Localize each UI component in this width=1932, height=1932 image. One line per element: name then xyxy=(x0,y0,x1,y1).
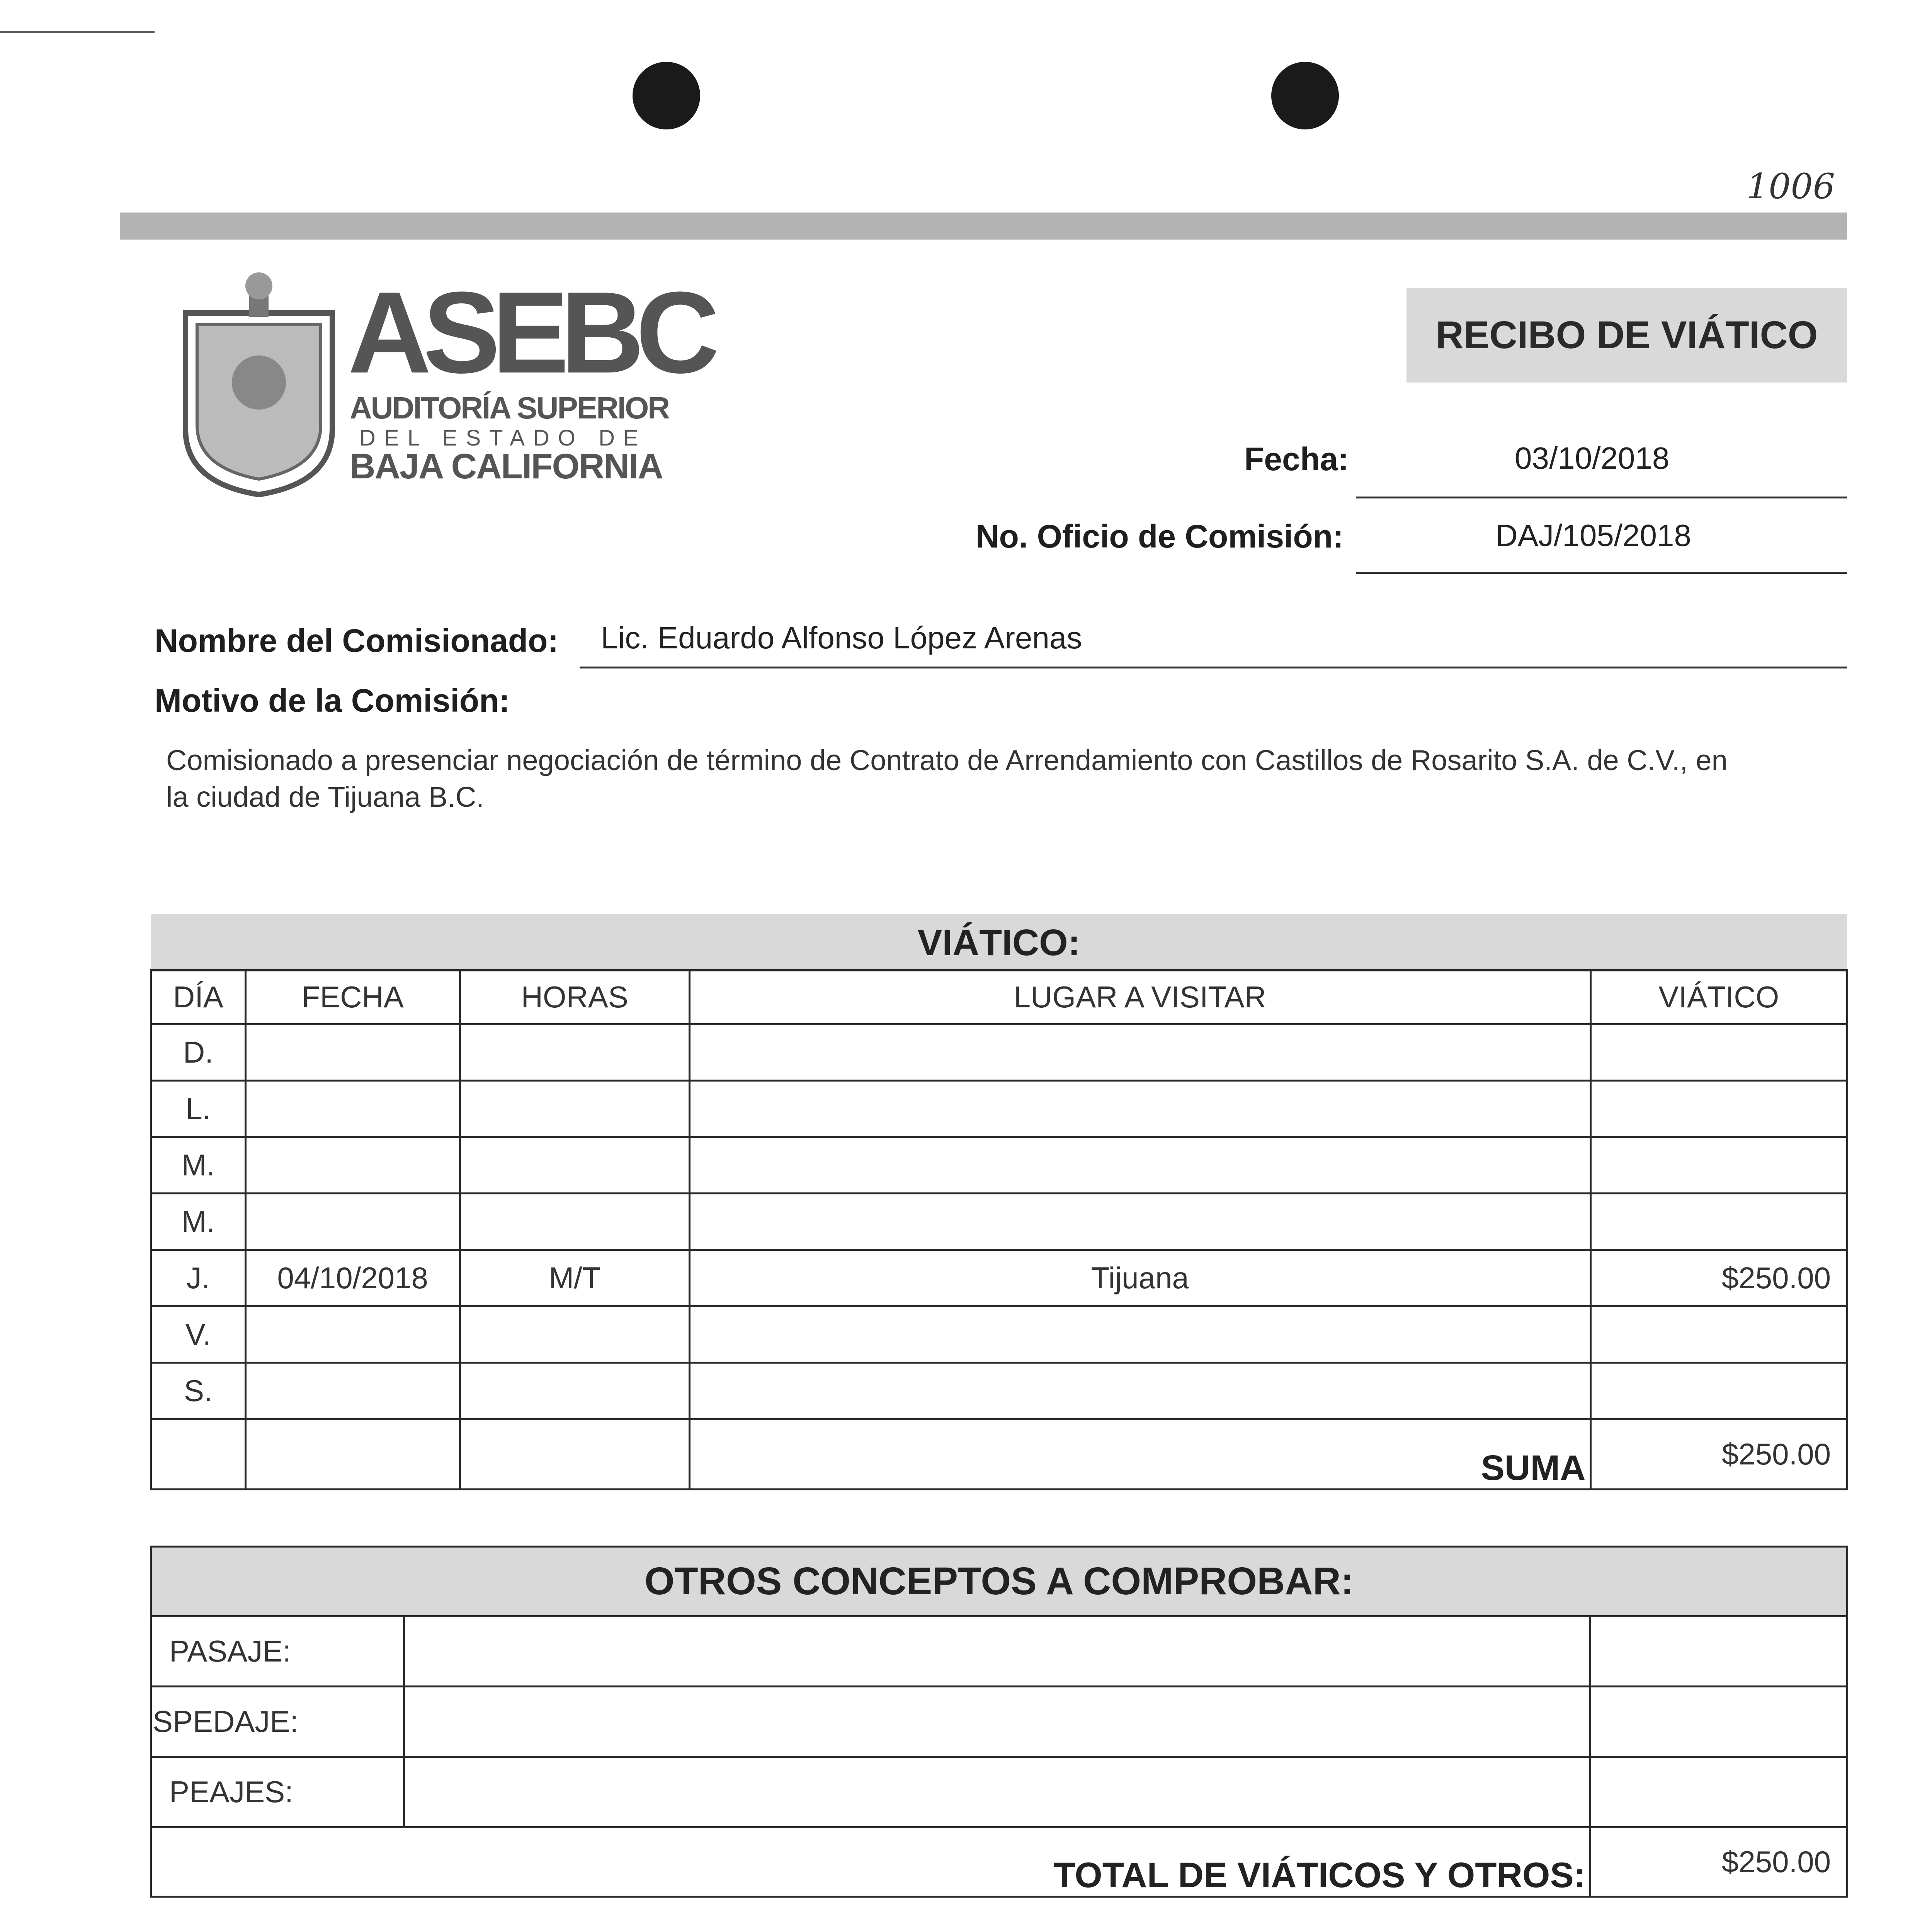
cell-blank[interactable] xyxy=(404,1757,1590,1827)
doc-title-box xyxy=(1406,288,1847,383)
table-row xyxy=(151,1616,1847,1687)
motivo-text-line1: Comisionado a presenciar negociación de término de Contrato de Arrendamiento con Castillos de Rosarito S.A. de C.V., en xyxy=(166,744,1728,776)
suma-value[interactable]: $250.00 xyxy=(1590,1419,1847,1490)
otros-heading-row xyxy=(151,1547,1847,1616)
table-row xyxy=(151,1081,1847,1137)
otros-value-hospedaje[interactable] xyxy=(1590,1687,1847,1757)
cell-viatico[interactable] xyxy=(1590,1137,1847,1194)
handwritten-number: 1006 xyxy=(1747,166,1835,207)
punch-hole-left xyxy=(633,62,700,129)
fecha-underline xyxy=(1356,497,1847,498)
logo xyxy=(178,267,711,506)
cell-blank[interactable] xyxy=(404,1616,1590,1687)
viatico-table xyxy=(150,969,1848,1490)
table-row xyxy=(151,1250,1847,1306)
cell-horas[interactable] xyxy=(460,1137,689,1194)
suma-row xyxy=(151,1419,1847,1490)
fecha-value: 03/10/2018 xyxy=(1515,441,1670,475)
table-row xyxy=(151,1194,1847,1250)
cell-horas[interactable] xyxy=(460,1306,689,1363)
cell-horas[interactable] xyxy=(460,1363,689,1419)
cell-fecha[interactable] xyxy=(245,1194,460,1250)
cell-viatico[interactable] xyxy=(1590,1306,1847,1363)
cell-viatico[interactable] xyxy=(1590,1024,1847,1081)
oficio-label: No. Oficio de Comisión: xyxy=(976,518,1344,554)
otros-label-pasaje: PASAJE: xyxy=(151,1616,404,1687)
cell-lugar[interactable]: Tijuana xyxy=(690,1250,1591,1306)
top-band xyxy=(120,213,1847,240)
total-row xyxy=(151,1827,1847,1897)
comisionado-underline xyxy=(580,667,1847,668)
logo-line1: AUDITORÍA SUPERIOR xyxy=(350,391,669,425)
otros-value-peajes[interactable] xyxy=(1590,1757,1847,1827)
cell-fecha[interactable] xyxy=(245,1306,460,1363)
col-header-fecha: FECHA xyxy=(245,970,460,1024)
logo-brand: ASEBC xyxy=(348,267,711,397)
col-header-horas: HORAS xyxy=(460,970,689,1024)
motivo-text-line2: la ciudad de Tijuana B.C. xyxy=(166,781,484,813)
cell-lugar[interactable] xyxy=(690,1137,1591,1194)
logo-line2: DEL ESTADO DE xyxy=(359,425,647,451)
cell-viatico[interactable] xyxy=(1590,1363,1847,1419)
suma-label: SUMA xyxy=(690,1419,1591,1490)
cell-dia: M. xyxy=(151,1194,246,1250)
cell-blank xyxy=(151,1419,246,1490)
cell-horas[interactable] xyxy=(460,1081,689,1137)
cell-dia: M. xyxy=(151,1137,246,1194)
cell-horas[interactable]: M/T xyxy=(460,1250,689,1306)
punch-hole-right xyxy=(1271,62,1339,129)
cell-horas[interactable] xyxy=(460,1194,689,1250)
cell-dia: L. xyxy=(151,1081,246,1137)
cell-viatico[interactable]: $250.00 xyxy=(1590,1250,1847,1306)
viatico-heading: VIÁTICO: xyxy=(917,922,1080,963)
otros-table xyxy=(150,1546,1848,1898)
logo-line3: BAJA CALIFORNIA xyxy=(350,447,663,486)
col-header-lugar: LUGAR A VISITAR xyxy=(690,970,1591,1024)
cell-viatico[interactable] xyxy=(1590,1081,1847,1137)
cell-dia: J. xyxy=(151,1250,246,1306)
fecha-label: Fecha: xyxy=(1244,441,1349,477)
table-row xyxy=(151,1024,1847,1081)
cell-lugar[interactable] xyxy=(690,1024,1591,1081)
cell-blank xyxy=(245,1419,460,1490)
cell-lugar[interactable] xyxy=(690,1194,1591,1250)
table-row xyxy=(151,1757,1847,1827)
cell-blank[interactable] xyxy=(404,1687,1590,1757)
col-header-viatico: VIÁTICO xyxy=(1590,970,1847,1024)
otros-heading: OTROS CONCEPTOS A COMPROBAR: xyxy=(151,1547,1847,1616)
total-value[interactable]: $250.00 xyxy=(1590,1827,1847,1897)
coat-of-arms-icon xyxy=(178,267,340,498)
cell-lugar[interactable] xyxy=(690,1306,1591,1363)
table-row xyxy=(151,1363,1847,1419)
cell-lugar[interactable] xyxy=(690,1081,1591,1137)
cell-dia: D. xyxy=(151,1024,246,1081)
cell-fecha[interactable] xyxy=(245,1024,460,1081)
cell-dia: V. xyxy=(151,1306,246,1363)
scan-mark xyxy=(0,31,155,33)
cell-fecha[interactable] xyxy=(245,1081,460,1137)
cell-fecha[interactable]: 04/10/2018 xyxy=(245,1250,460,1306)
cell-lugar[interactable] xyxy=(690,1363,1591,1419)
otros-label-peajes: PEAJES: xyxy=(151,1757,404,1827)
comisionado-label: Nombre del Comisionado: xyxy=(155,622,559,659)
cell-blank xyxy=(460,1419,689,1490)
viatico-heading-bar xyxy=(151,914,1847,972)
table-row xyxy=(151,1306,1847,1363)
doc-title: RECIBO DE VIÁTICO xyxy=(1435,313,1818,357)
cell-horas[interactable] xyxy=(460,1024,689,1081)
otros-value-pasaje[interactable] xyxy=(1590,1616,1847,1687)
cell-fecha[interactable] xyxy=(245,1137,460,1194)
oficio-underline xyxy=(1356,572,1847,574)
cell-viatico[interactable] xyxy=(1590,1194,1847,1250)
viatico-header-row xyxy=(151,970,1847,1024)
cell-fecha[interactable] xyxy=(245,1363,460,1419)
table-row xyxy=(151,1137,1847,1194)
motivo-label: Motivo de la Comisión: xyxy=(155,682,510,719)
comisionado-value: Lic. Eduardo Alfonso López Arenas xyxy=(601,621,1082,655)
table-row xyxy=(151,1687,1847,1757)
otros-label-hospedaje: SPEDAJE: xyxy=(151,1687,404,1757)
col-header-dia: DÍA xyxy=(151,970,246,1024)
oficio-value: DAJ/105/2018 xyxy=(1495,518,1692,553)
total-label: TOTAL DE VIÁTICOS Y OTROS: xyxy=(151,1827,1590,1897)
cell-dia: S. xyxy=(151,1363,246,1419)
